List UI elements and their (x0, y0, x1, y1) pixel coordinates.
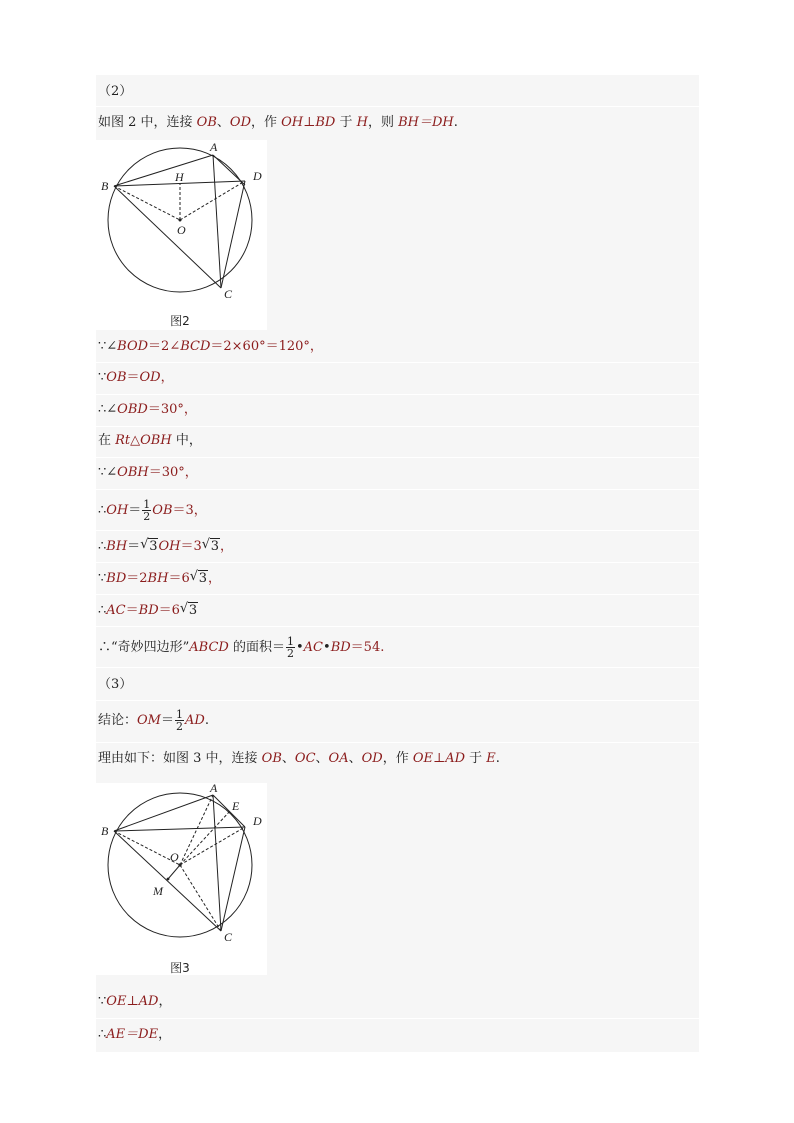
divider (96, 742, 699, 743)
text: ∵ (98, 370, 107, 385)
segment-dc (221, 827, 245, 931)
math-text: OB (261, 751, 282, 766)
segment-ad (213, 155, 245, 185)
divider (96, 106, 699, 107)
sqrt: √ 3 (179, 601, 198, 618)
segment-ab (114, 795, 213, 831)
text: 中， (171, 433, 202, 448)
step-line (96, 993, 699, 1011)
sqrt: √ 3 (201, 537, 220, 554)
text: ， (220, 539, 234, 554)
math-text: OBH (117, 465, 149, 480)
sqrt: √ 3 (189, 569, 207, 586)
step-line-area (96, 634, 699, 662)
math-text: OB (106, 370, 127, 385)
text: ， (160, 370, 174, 385)
math-text: BD (330, 640, 351, 655)
numerator: 1 (143, 498, 151, 511)
math-text: OD (361, 751, 383, 766)
text: ＝ (127, 539, 141, 554)
divider (96, 667, 699, 668)
math-text: ABCD (189, 640, 229, 655)
math-text: OB (152, 503, 173, 518)
label-o: O (177, 223, 186, 237)
divider (96, 457, 699, 458)
radicand: 3 (188, 603, 198, 618)
math-text: BD (106, 571, 127, 586)
denominator: 2 (143, 510, 151, 523)
label-e: E (232, 799, 240, 813)
text: ，则 (367, 115, 399, 130)
segment-ac (213, 795, 221, 931)
divider (96, 394, 699, 395)
text: ＝2∠ (148, 339, 181, 354)
divider (96, 626, 699, 627)
text: ， (158, 1027, 172, 1042)
math-text: OD (139, 370, 161, 385)
sqrt: √ 3 (140, 537, 158, 554)
math-text: BH＝DH (398, 115, 454, 130)
text: 、 (315, 751, 329, 766)
math-text: BOD (117, 339, 149, 354)
math-text: OB (196, 115, 217, 130)
step-line-bd (96, 570, 699, 588)
math-text: E (486, 751, 496, 766)
text: . (495, 751, 500, 766)
label-b: B (101, 179, 109, 193)
segment-ac (213, 155, 221, 288)
radicand: 3 (198, 571, 207, 586)
label-o: O (170, 850, 179, 864)
text: ＝ (126, 370, 140, 385)
math-text: AE＝DE (106, 1027, 159, 1042)
text: 于 (465, 751, 487, 766)
text: ＝3 (180, 539, 202, 554)
step-line-ac (96, 602, 699, 620)
figure-3-diagram (96, 783, 267, 975)
fraction (286, 636, 295, 659)
divider (96, 562, 699, 563)
segment-ab (114, 155, 213, 186)
segment-od (180, 827, 245, 865)
step-line (96, 464, 699, 482)
math-text: OBD (117, 402, 148, 417)
text: ∵∠ (98, 465, 118, 480)
text: ＝30°， (148, 465, 198, 480)
numerator: 1 (176, 708, 183, 721)
figure-2-diagram (96, 140, 267, 330)
label-a: A (210, 783, 218, 795)
center-point (179, 219, 182, 222)
text: ＝54. (350, 640, 385, 655)
text: ∴“奇妙四边形” (98, 640, 190, 655)
denominator: 2 (287, 647, 294, 660)
math-text: BCD (180, 339, 211, 354)
segment-oe (180, 811, 230, 865)
label-a: A (210, 140, 218, 154)
math-text: OH (106, 503, 129, 518)
text: 理由如下：如图 3 中，连接 (98, 751, 262, 766)
text: ∴ (98, 503, 107, 518)
text: 在 (98, 433, 116, 448)
radicand: 3 (149, 539, 158, 554)
text: ， (208, 571, 222, 586)
math-text: AD (185, 713, 205, 728)
math-text: OE⊥AD (106, 994, 159, 1009)
text: 、 (216, 115, 230, 130)
text: 、 (348, 751, 362, 766)
label-c: C (224, 287, 233, 301)
divider (96, 489, 699, 490)
math-text: Rt△OBH (115, 433, 172, 448)
label-c: C (224, 930, 233, 944)
math-text: OA (328, 751, 349, 766)
segment-od (180, 181, 245, 220)
text: • (296, 640, 304, 655)
math-text: OH (158, 539, 181, 554)
radicand: 3 (210, 539, 220, 554)
text: ∴∠ (98, 402, 118, 417)
part-label-text: （2） (98, 84, 133, 99)
math-text: OM (137, 713, 161, 728)
text: ∴ (98, 1027, 107, 1042)
text: ∴ (98, 539, 107, 554)
step-line-oh (96, 497, 699, 525)
segment-bc (114, 186, 221, 288)
text: 结论： (98, 713, 138, 728)
text: 的面积＝ (228, 640, 285, 655)
text: ＝ (160, 713, 174, 728)
divider (96, 700, 699, 701)
label-d: D (253, 814, 262, 828)
step-line (96, 401, 699, 419)
segment-bc (114, 831, 221, 931)
figure-2 (96, 140, 267, 330)
fraction (142, 499, 151, 522)
text: . (453, 115, 458, 130)
segment-bd (114, 827, 245, 831)
math-text: BH (147, 571, 169, 586)
step-line-bh (96, 538, 699, 556)
math-text: BD (138, 603, 159, 618)
part3-label (96, 676, 699, 694)
segment-ob (114, 186, 180, 220)
figure-caption: 图3 (170, 961, 190, 975)
text: . (204, 713, 209, 728)
segment-om (168, 865, 180, 879)
step-line (96, 369, 699, 387)
math-text: OD (229, 115, 251, 130)
step-line (96, 1026, 699, 1044)
text: ∵ (98, 571, 107, 586)
text: ＝6 (158, 603, 180, 618)
numerator: 1 (287, 635, 294, 648)
text: • (323, 640, 331, 655)
math-text: OH⊥BD (281, 115, 336, 130)
math-text: BH (106, 539, 128, 554)
step-line (96, 338, 699, 356)
center-point (178, 863, 181, 866)
text: ＝2 (126, 571, 148, 586)
label-h: H (175, 170, 184, 184)
math-text: OC (294, 751, 316, 766)
text: ＝30°， (147, 402, 197, 417)
text: ＝3， (172, 503, 207, 518)
reason-line (96, 750, 699, 768)
text: ＝ (128, 503, 142, 518)
math-text: OE⊥AD (412, 751, 466, 766)
step-line (96, 432, 699, 450)
text: ＝6 (168, 571, 190, 586)
text: ，作 (251, 115, 282, 130)
part2-label (96, 83, 699, 101)
segment-ad (213, 795, 245, 827)
text: ∵∠ (98, 339, 118, 354)
figure-3 (96, 783, 267, 975)
text: ，作 (382, 751, 413, 766)
conclusion-line (96, 707, 699, 735)
fraction (175, 709, 184, 732)
divider (96, 530, 699, 531)
text: ∵ (98, 994, 107, 1009)
text: ， (158, 994, 172, 1009)
part-label-text: （3） (98, 677, 133, 692)
point-m (167, 878, 170, 881)
divider (96, 426, 699, 427)
math-text: AC (303, 640, 324, 655)
text: ∴ (98, 603, 107, 618)
text: ＝ (125, 603, 139, 618)
math-text: H (356, 115, 368, 130)
label-d: D (253, 169, 262, 183)
divider (96, 594, 699, 595)
math-text: AC (106, 603, 126, 618)
text: 于 (335, 115, 357, 130)
figure-caption: 图2 (170, 314, 190, 328)
part2-intro (96, 114, 699, 132)
text: ＝2×60°＝120°， (210, 339, 323, 354)
label-b: B (101, 824, 109, 838)
segment-dc (221, 181, 245, 288)
text: 、 (281, 751, 295, 766)
text: 如图 2 中，连接 (98, 115, 197, 130)
divider (96, 1018, 699, 1019)
denominator: 2 (176, 720, 183, 733)
label-m: M (153, 884, 163, 898)
divider (96, 362, 699, 363)
